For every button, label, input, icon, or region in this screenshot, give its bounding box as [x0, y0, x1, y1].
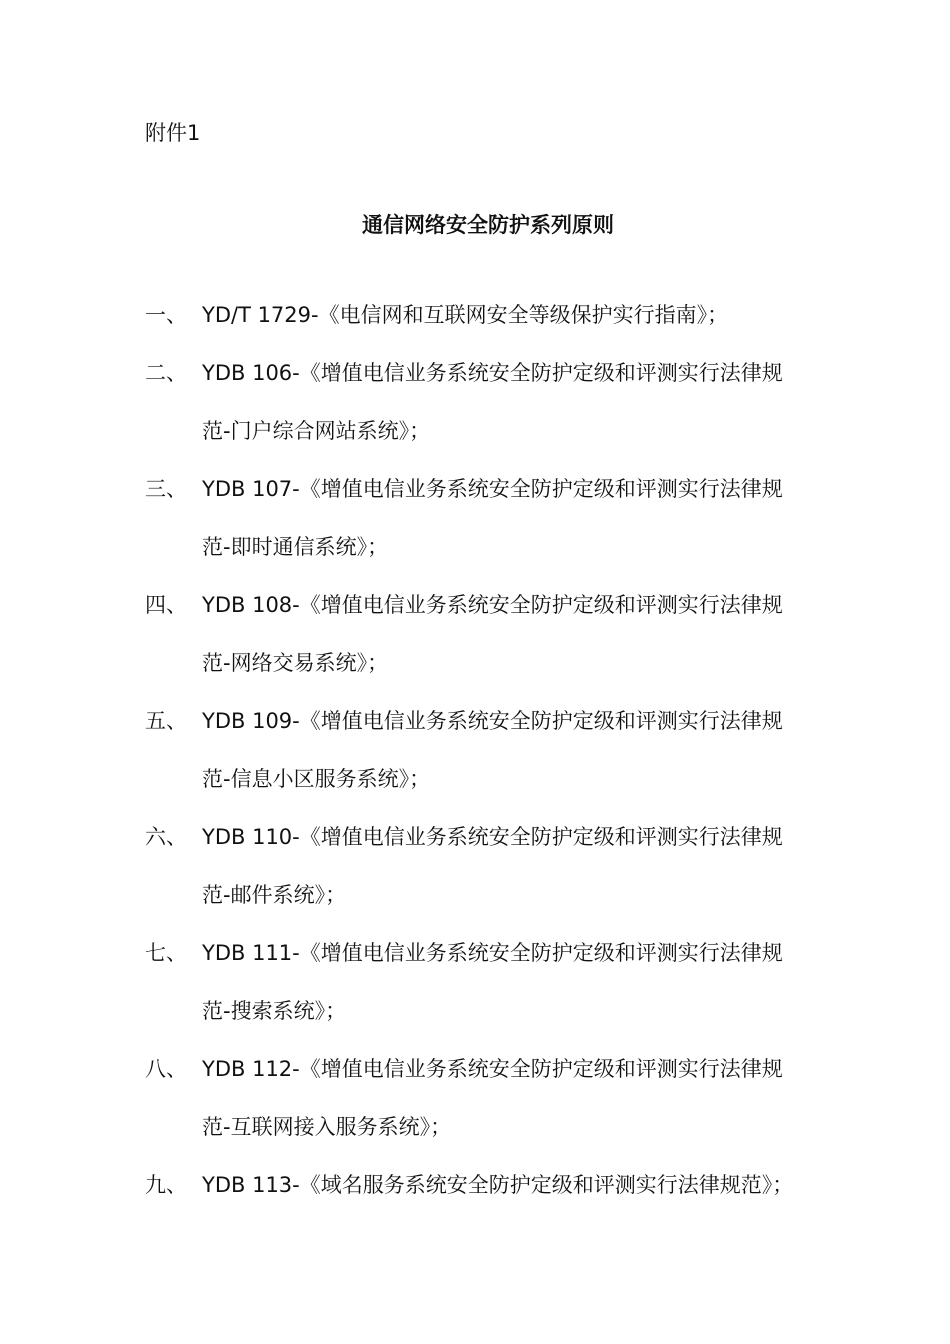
- document-title: 通信网络安全防护系列原则: [362, 213, 614, 237]
- item-text: [202, 706, 837, 794]
- item-line: 范-门户综合网站系统》；: [202, 419, 431, 443]
- item-number: 七、: [145, 941, 187, 965]
- item-line: YDB 107-《增值电信业务系统安全防护定级和评测实行法律规: [202, 477, 783, 501]
- list-item: [145, 358, 845, 446]
- item-text: [202, 358, 837, 446]
- item-line: 范-信息小区服务系统》；: [202, 767, 431, 791]
- item-line: 范-搜索系统》；: [202, 999, 347, 1023]
- item-line: 范-即时通信系统》；: [202, 535, 389, 559]
- item-text: [202, 1170, 837, 1200]
- list-item: [145, 706, 845, 794]
- attachment-label: 附件1: [145, 121, 201, 145]
- list-item: [145, 1054, 845, 1142]
- item-line: YDB 109-《增值电信业务系统安全防护定级和评测实行法律规: [202, 709, 783, 733]
- item-line: YDB 110-《增值电信业务系统安全防护定级和评测实行法律规: [202, 825, 783, 849]
- item-line: YDB 111-《增值电信业务系统安全防护定级和评测实行法律规: [202, 941, 783, 965]
- item-line: YD/T 1729-《电信网和互联网安全等级保护实行指南》；: [202, 303, 729, 327]
- item-text: [202, 590, 837, 678]
- item-text: [202, 1054, 837, 1142]
- item-line: YDB 108-《增值电信业务系统安全防护定级和评测实行法律规: [202, 593, 783, 617]
- item-line: 范-互联网接入服务系统》；: [202, 1115, 452, 1139]
- item-line: 范-网络交易系统》；: [202, 651, 389, 675]
- list-item: [145, 1170, 845, 1200]
- item-number: 五、: [145, 709, 187, 733]
- item-number: 四、: [145, 593, 187, 617]
- item-line: YDB 113-《域名服务系统安全防护定级和评测实行法律规范》；: [202, 1173, 794, 1197]
- item-line: YDB 112-《增值电信业务系统安全防护定级和评测实行法律规: [202, 1057, 783, 1081]
- item-number: 三、: [145, 477, 187, 501]
- item-number: 一、: [145, 303, 187, 327]
- item-text: [202, 474, 837, 562]
- list-item: [145, 474, 845, 562]
- item-text: [202, 300, 837, 330]
- item-text: [202, 938, 837, 1026]
- item-line: YDB 106-《增值电信业务系统安全防护定级和评测实行法律规: [202, 361, 783, 385]
- standards-list: [145, 300, 845, 1228]
- item-number: 八、: [145, 1057, 187, 1081]
- item-number: 九、: [145, 1173, 187, 1197]
- list-item: [145, 822, 845, 910]
- list-item: [145, 300, 845, 330]
- item-line: 范-邮件系统》；: [202, 883, 347, 907]
- list-item: [145, 590, 845, 678]
- item-number: 二、: [145, 361, 187, 385]
- list-item: [145, 938, 845, 1026]
- item-text: [202, 822, 837, 910]
- item-number: 六、: [145, 825, 187, 849]
